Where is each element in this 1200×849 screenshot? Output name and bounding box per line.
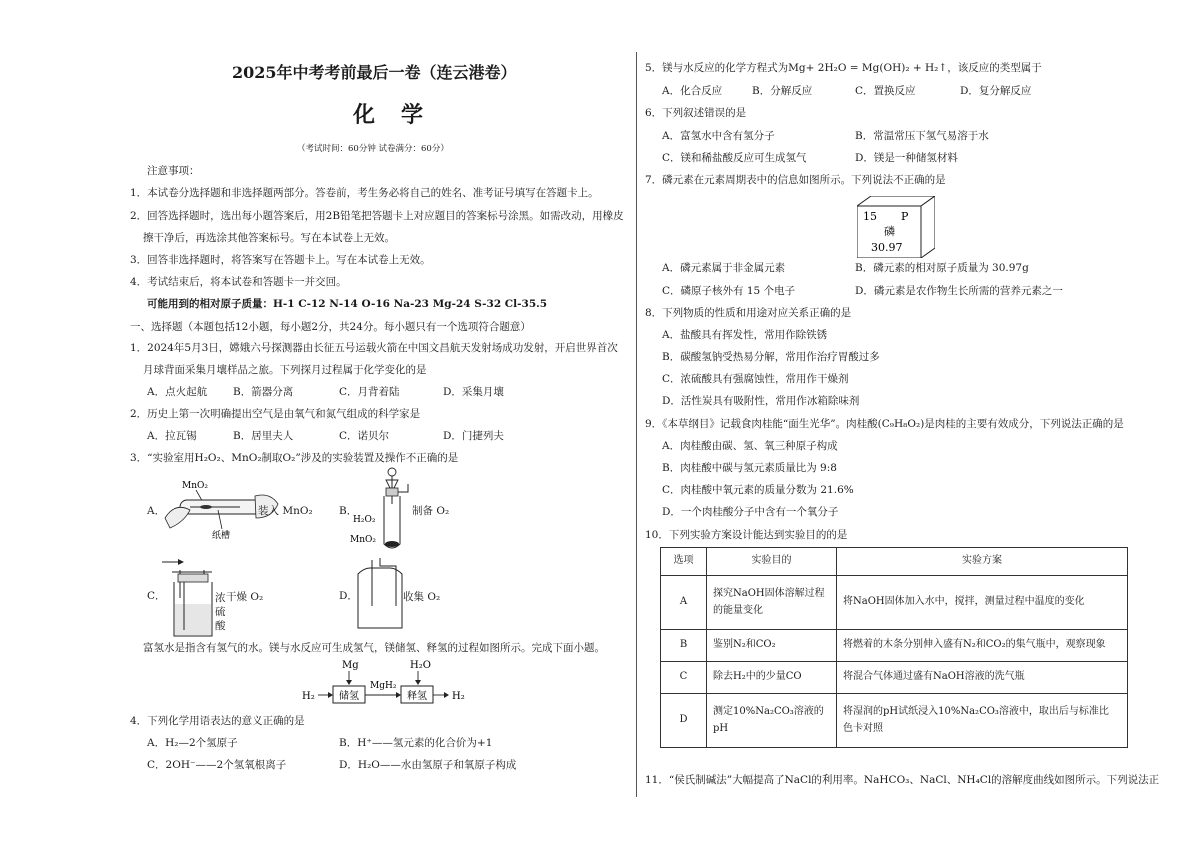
q5-stem: 5．镁与水反应的化学方程式为Mg+ 2H₂O = Mg(OH)₂ + H₂↑，该反应的类型属于 bbox=[645, 62, 1042, 74]
q9-option-c[interactable]: C．肉桂酸中氧元素的质量分数为 21.6% bbox=[662, 484, 854, 496]
flow-h2-out-label: H₂ bbox=[452, 691, 465, 702]
q1-option-c[interactable]: C．月背着陆 bbox=[339, 386, 400, 398]
q10-row-d-plan-line1: 将湿润的pH试纸浸入10%Na₂CO₃溶液中，取出后与标准比 bbox=[843, 706, 1109, 717]
table-row[interactable] bbox=[661, 662, 1128, 694]
q3-c-caption: 干燥 O₂ bbox=[226, 591, 264, 603]
q3-c-acid-2: 硫 bbox=[215, 606, 226, 618]
q2-option-a[interactable]: A．拉瓦锡 bbox=[147, 430, 197, 442]
q3-c-acid-3: 酸 bbox=[215, 620, 226, 632]
q3-apparatus-b bbox=[350, 466, 420, 556]
q3-a-paper-label: 纸槽 bbox=[212, 531, 231, 541]
q10-row-d-option: D bbox=[661, 694, 707, 748]
q10-row-d-plan bbox=[837, 694, 1128, 748]
q3-d-caption: 收集 O₂ bbox=[403, 591, 441, 603]
q9-stem: 9．《本草纲目》记载食肉桂能“面生光华”。肉桂酸(C₉H₈O₂)是肉桂的主要有效成分，下列说法正确的是 bbox=[645, 418, 1124, 430]
note-item-2: 2．回答选择题时，选出每小题答案后，用2B铅笔把答题卡上对应题目的答案标号涂黑。如需改动，用橡皮 bbox=[130, 210, 624, 222]
flow-mg-label: Mg bbox=[342, 660, 359, 671]
q3-b-mno2-label: MnO₂ bbox=[350, 535, 376, 545]
flow-h2-in-label: H₂ bbox=[302, 691, 315, 702]
q1-stem-line2: 月球背面采集月壤样品之旅。下列探月过程属于化学变化的是 bbox=[143, 364, 427, 376]
note-item-1: 1．本试卷分选择题和非选择题两部分。答卷前，考生务必将自己的姓名、准考证号填写在答题卡上。 bbox=[130, 187, 599, 199]
passage-text: 富氢水是指含有氢气的水。镁与水反应可生成氢气，镁储氢、释氢的过程如图所示。完成下面小题。 bbox=[143, 642, 605, 654]
q8-option-c[interactable]: C．浓硫酸具有强腐蚀性，常用作干燥剂 bbox=[662, 373, 849, 385]
exam-info: （考试时间：60分钟 试卷满分：60分） bbox=[297, 144, 449, 154]
q3-c-acid-1: 浓 bbox=[215, 592, 226, 604]
subject-title: 化学 bbox=[353, 102, 450, 128]
q6-option-c[interactable]: C．镁和稀盐酸反应可生成氢气 bbox=[662, 152, 807, 164]
q10-row-a-plan: 将NaOH固体加入水中，搅拌，测量过程中温度的变化 bbox=[837, 576, 1128, 630]
flow-store-label: 储氢 bbox=[339, 691, 359, 702]
phosphorus-element-card bbox=[857, 196, 935, 258]
q3-b-caption: 制备 O₂ bbox=[412, 505, 450, 517]
table-row[interactable] bbox=[661, 576, 1128, 630]
q1-option-d[interactable]: D．采集月壤 bbox=[443, 386, 504, 398]
q10-row-b-option: B bbox=[661, 630, 707, 662]
exam-title: 2025年中考考前最后一卷（连云港卷） bbox=[232, 63, 517, 82]
q10-header-option: 选项 bbox=[661, 548, 707, 576]
element-number: 15 bbox=[863, 210, 877, 223]
q3-option-d-label[interactable]: D． bbox=[339, 590, 358, 602]
q10-row-d-plan-line2: 色卡对照 bbox=[843, 722, 883, 734]
q10-table bbox=[660, 547, 1128, 748]
q3-stem: 3．“实验室用H₂O₂、MnO₂制取O₂”涉及的实验装置及操作不正确的是 bbox=[130, 452, 459, 464]
q10-header-plan: 实验方案 bbox=[837, 548, 1128, 576]
column-divider bbox=[636, 52, 637, 797]
atomic-masses: 可能用到的相对原子质量：H-1 C-12 N-14 O-16 Na-23 Mg-24 S-32 Cl-35.5 bbox=[147, 298, 548, 310]
q10-row-a-goal-line1: 探究NaOH固体溶解过程 bbox=[713, 588, 825, 599]
q4-option-a[interactable]: A．H₂—2个氢原子 bbox=[147, 737, 238, 749]
hydrogen-storage-diagram bbox=[298, 656, 478, 706]
q10-stem: 10．下列实验方案设计能达到实验目的的是 bbox=[645, 529, 848, 541]
q5-option-b[interactable]: B．分解反应 bbox=[752, 85, 813, 97]
q1-option-b[interactable]: B．箭器分离 bbox=[233, 386, 294, 398]
q9-option-b[interactable]: B．肉桂酸中碳与氢元素质量比为 9:8 bbox=[662, 462, 837, 474]
q3-b-h2o2-label: H₂O₂ bbox=[353, 515, 376, 525]
q7-option-c[interactable]: C．磷原子核外有 15 个电子 bbox=[662, 285, 796, 297]
q10-row-a-goal bbox=[707, 576, 837, 630]
q4-option-b[interactable]: B．H⁺——氢元素的化合价为+1 bbox=[339, 737, 493, 749]
q6-option-d[interactable]: D．镁是一种储氢材料 bbox=[855, 152, 958, 164]
note-item-3: 3．回答非选择题时，将答案写在答题卡上。写在本试卷上无效。 bbox=[130, 254, 431, 266]
q10-row-c-goal: 除去H₂中的少量CO bbox=[707, 662, 837, 694]
section-1-heading: 一、选择题（本题包括12小题，每小题2分，共24分。每小题只有一个选项符合题意） bbox=[130, 321, 531, 333]
q10-row-a-goal-line2: 的能量变化 bbox=[713, 604, 763, 616]
q10-row-d-goal bbox=[707, 694, 837, 748]
q3-option-b-label[interactable]: B． bbox=[339, 505, 358, 517]
q10-row-a-option: A bbox=[661, 576, 707, 630]
q7-option-a[interactable]: A．磷元素属于非金属元素 bbox=[662, 262, 786, 274]
q10-row-b-goal: 鉴别N₂和CO₂ bbox=[707, 630, 837, 662]
q7-option-d[interactable]: D．磷元素是农作物生长所需的营养元素之一 bbox=[855, 285, 1063, 297]
q8-stem: 8．下列物质的性质和用途对应关系正确的是 bbox=[645, 307, 852, 319]
q3-a-mno2-label: MnO₂ bbox=[182, 481, 208, 491]
q6-stem: 6．下列叙述错误的是 bbox=[645, 107, 747, 119]
table-row[interactable] bbox=[661, 694, 1128, 748]
q2-option-d[interactable]: D．门捷列夫 bbox=[443, 430, 504, 442]
q1-stem-line1: 1．2024年5月3日，嫦娥六号探测器由长征五号运载火箭在中国文昌航天发射场成功发射，开启世界首次 bbox=[130, 342, 618, 354]
q5-option-c[interactable]: C．置换反应 bbox=[855, 85, 916, 97]
flow-mgh2-label: MgH₂ bbox=[370, 681, 397, 691]
q3-apparatus-d bbox=[350, 556, 410, 632]
q10-row-c-option: C bbox=[661, 662, 707, 694]
q3-option-c-label[interactable]: C． bbox=[147, 590, 166, 602]
q10-row-c-plan: 将混合气体通过盛有NaOH溶液的洗气瓶 bbox=[837, 662, 1128, 694]
q8-option-b[interactable]: B．碳酸氢钠受热易分解，常用作治疗胃酸过多 bbox=[662, 351, 880, 363]
q6-option-a[interactable]: A．富氢水中含有氢分子 bbox=[662, 130, 775, 142]
q4-stem: 4．下列化学用语表达的意义正确的是 bbox=[130, 715, 305, 727]
flow-release-label: 释氢 bbox=[407, 691, 427, 702]
table-row[interactable] bbox=[661, 630, 1128, 662]
q8-option-a[interactable]: A．盐酸具有挥发性，常用作除铁锈 bbox=[662, 329, 828, 341]
q10-row-d-goal-line1: 测定10%Na₂CO₃溶液的 bbox=[713, 706, 824, 717]
flow-h2o-label: H₂O bbox=[410, 660, 431, 671]
q9-option-a[interactable]: A．肉桂酸由碳、氢、氧三种原子构成 bbox=[662, 440, 838, 452]
q6-option-b[interactable]: B．常温常压下氢气易溶于水 bbox=[855, 130, 989, 142]
element-name: 磷 bbox=[884, 225, 895, 238]
q9-option-d[interactable]: D．一个肉桂酸分子中含有一个氧分子 bbox=[662, 506, 839, 518]
q2-option-c[interactable]: C．诺贝尔 bbox=[339, 430, 390, 442]
element-symbol: P bbox=[901, 210, 909, 223]
q4-option-d[interactable]: D．H₂O——水由氢原子和氧原子构成 bbox=[339, 759, 517, 771]
q7-option-b[interactable]: B．磷元素的相对原子质量为 30.97g bbox=[855, 262, 1029, 274]
q8-option-d[interactable]: D．活性炭具有吸附性，常用作冰箱除味剂 bbox=[662, 395, 860, 407]
q5-option-d[interactable]: D．复分解反应 bbox=[960, 85, 1032, 97]
notes-heading: 注意事项： bbox=[147, 165, 200, 177]
q1-option-a[interactable]: A．点火起航 bbox=[147, 386, 208, 398]
q2-option-b[interactable]: B．居里夫人 bbox=[233, 430, 294, 442]
q7-stem: 7．磷元素在元素周期表中的信息如图所示。下列说法不正确的是 bbox=[645, 174, 946, 186]
q3-a-caption: 装入 MnO₂ bbox=[258, 505, 313, 517]
note-item-4: 4．考试结束后，将本试卷和答题卡一并交回。 bbox=[130, 276, 347, 288]
q10-table-header bbox=[661, 548, 1128, 576]
q3-option-a-label[interactable]: A． bbox=[147, 505, 166, 517]
q10-row-b-plan: 将燃着的木条分别伸入盛有N₂和CO₂的集气瓶中，观察现象 bbox=[837, 630, 1128, 662]
q5-option-a[interactable]: A．化合反应 bbox=[662, 85, 723, 97]
q2-stem: 2．历史上第一次明确提出空气是由氧气和氮气组成的科学家是 bbox=[130, 408, 421, 420]
element-mass: 30.97 bbox=[871, 241, 903, 254]
q4-option-c[interactable]: C．2OH⁻——2个氢氧根离子 bbox=[147, 759, 287, 771]
note-item-2-cont: 擦干净后，再选涂其他答案标号。写在本试卷上无效。 bbox=[143, 232, 395, 244]
q10-row-d-goal-line2: pH bbox=[713, 722, 729, 734]
q10-header-goal: 实验目的 bbox=[707, 548, 837, 576]
q11-stem: 11．“侯氏制碱法”大幅提高了NaCl的利用率。NaHCO₃、NaCl、NH₄Cl的溶解度曲线如图所示。下列说法正 bbox=[645, 774, 1160, 786]
